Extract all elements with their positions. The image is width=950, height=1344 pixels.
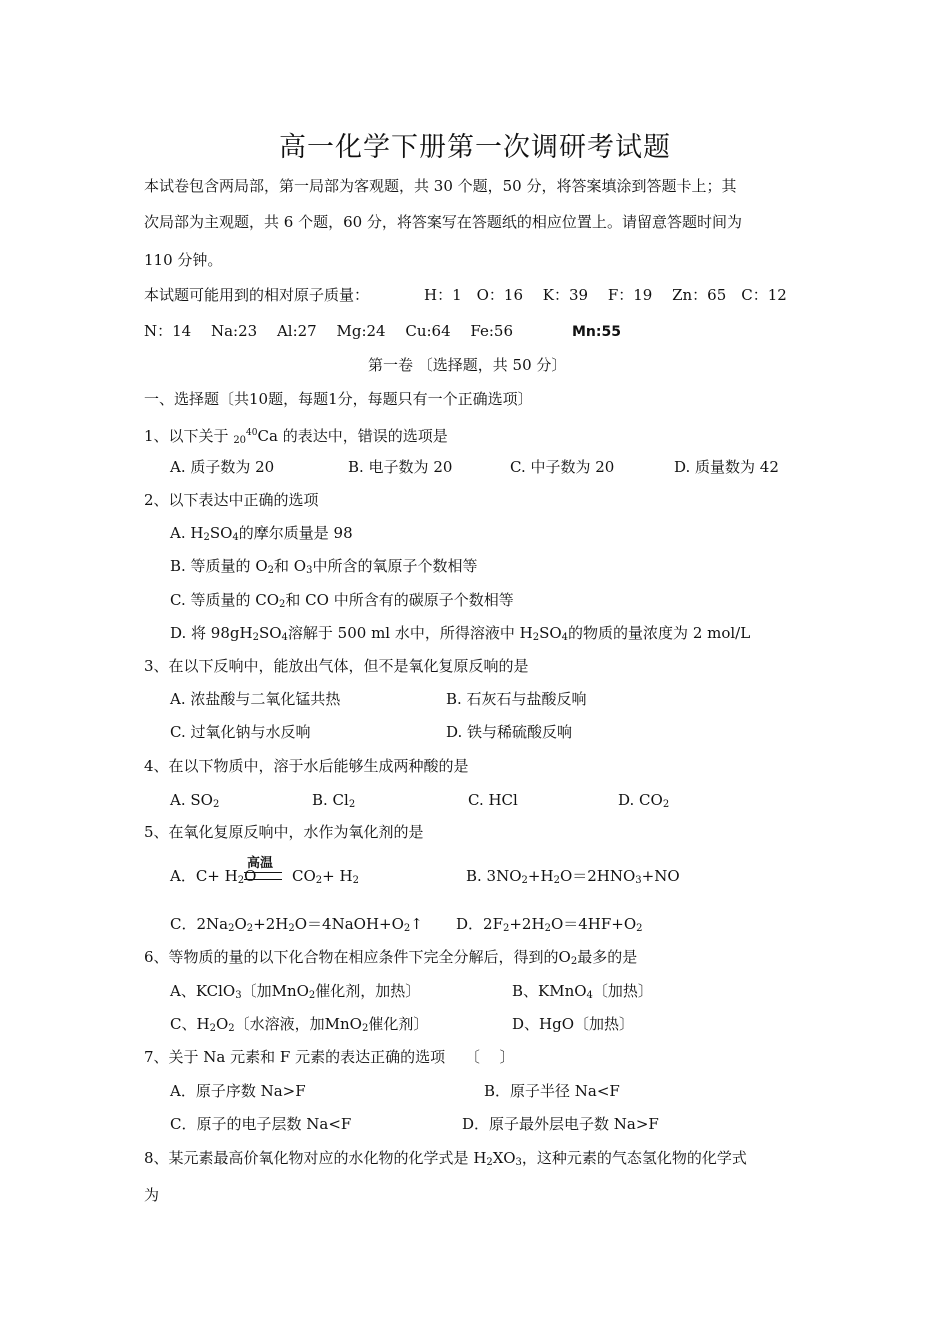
question-6-option-b: B、KMnO$_4$〔加热〕: [512, 982, 653, 1001]
question-6-stem: 6、等物质的量的以下化合物在相应条件下完全分解后，得到的$O_2$最多的是: [144, 948, 638, 967]
question-3-option-d: D. 铁与稀硫酸反响: [446, 723, 573, 741]
question-6-option-a: A、KClO$_3$〔加MnO$_2$催化剂，加热〕: [170, 982, 421, 1001]
question-5-option-c: C．$2Na_2O_2+2H_2O=4NaOH+O_2↑$: [170, 915, 423, 934]
question-4-option-a: A. $SO_2$: [170, 791, 220, 810]
question-7-stem: 7、关于 Na 元素和 F 元素的表达正确的选项 〔 〕: [144, 1048, 515, 1066]
question-5-option-d: D．$2F_2+2H_2O=4HF+O_2$: [456, 915, 643, 934]
question-4-option-c: C. HCl: [468, 791, 518, 809]
intro-line-2: 次局部为主观题，共 6 个题，60 分，将答案写在答题纸的相应位置上。请留意答题时间为: [144, 213, 742, 231]
question-2-option-c: C. 等质量的 $CO_2$和 CO 中所含有的碳原子个数相等: [170, 591, 514, 610]
question-1-option-b: B. 电子数为 20: [348, 458, 453, 476]
question-1-option-d: D. 质量数为 42: [674, 458, 779, 476]
question-7-option-a: A．原子序数 Na>F: [170, 1082, 306, 1100]
question-4-option-d: D. $CO_2$: [618, 791, 670, 810]
question-8-stem-continuation: 为: [144, 1186, 160, 1204]
question-7-option-d: D．原子最外层电子数 Na>F: [462, 1115, 659, 1133]
intro-line-3: 110 分钟。: [144, 251, 223, 269]
atomic-masses-line-2: N：14 Na:23 Al:27 Mg:24 Cu:64 Fe:56: [144, 322, 514, 340]
question-7-option-c: C．原子的电子层数 Na<F: [170, 1115, 352, 1133]
atomic-masses-label: 本试题可能用到的相对原子质量：: [144, 286, 370, 304]
intro-line-1: 本试卷包含两局部，第一局部为客观题，共 30 个题，50 分，将答案填涂到答题卡上；其: [144, 177, 737, 195]
question-2-option-d: D. 将 $98gH_2SO_4$溶解于 500 ml 水中，所得溶液中 $H_2SO_4$的物质的量浓度为 2 mol/L: [170, 624, 751, 643]
atomic-masses-line-1: H：1 O：16 K：39 F：19 Zn：65 C：12: [424, 286, 787, 304]
question-2-option-a: A. $H_2SO_4$的摩尔质量是 98: [170, 524, 353, 543]
volume-title: 第一卷 〔选择题，共 50 分〕: [368, 356, 567, 374]
equilibrium-sign: [244, 872, 282, 880]
question-2-stem: 2、以下表达中正确的选项: [144, 491, 319, 509]
question-4-stem: 4、在以下物质中，溶于水后能够生成两种酸的是: [144, 757, 469, 775]
page-title: 高一化学下册第一次调研考试题: [279, 132, 671, 163]
question-5-option-a: A．$C+ H_2O$ 高温 $CO_2+ H_2$: [170, 852, 460, 892]
question-6-option-d: D、HgO〔加热〕: [512, 1015, 635, 1033]
question-5-option-b: B. $3NO_2+H_2O=2HNO_3+NO$: [466, 867, 680, 886]
question-1-option-c: C. 中子数为 20: [510, 458, 615, 476]
question-3-option-a: A. 浓盐酸与二氧化锰共热: [170, 690, 341, 708]
question-8-stem: 8、某元素最高价氧化物对应的水化物的化学式是 $H_2XO_3$，这种元素的气态氢化物的化学式: [144, 1149, 747, 1168]
question-3-stem: 3、在以下反响中，能放出气体，但不是氧化复原反响的是: [144, 657, 529, 675]
question-1-stem: 1、以下关于 $_{20}^{40}$Ca 的表达中，错误的选项是: [144, 427, 448, 446]
question-3-option-b: B. 石灰石与盐酸反响: [446, 690, 587, 708]
atomic-mass-mn: Mn:55: [572, 324, 621, 340]
question-3-option-c: C. 过氧化钠与水反响: [170, 723, 311, 741]
question-7-option-b: B．原子半径 Na<F: [484, 1082, 620, 1100]
question-4-option-b: B. $Cl_2$: [312, 791, 356, 810]
question-1-option-a: A. 质子数为 20: [170, 458, 275, 476]
reaction-condition-label: 高温: [247, 856, 274, 871]
question-5-stem: 5、在氧化复原反响中，水作为氧化剂的是: [144, 823, 424, 841]
section-heading: 一、选择题〔共10题，每题1分，每题只有一个正确选项〕: [144, 390, 533, 408]
question-6-option-c: C、$H_2O_2$〔水溶液，加MnO$_2$催化剂〕: [170, 1015, 429, 1034]
question-2-option-b: B. 等质量的 $O_2$和 $O_3$中所含的氧原子个数相等: [170, 557, 478, 576]
